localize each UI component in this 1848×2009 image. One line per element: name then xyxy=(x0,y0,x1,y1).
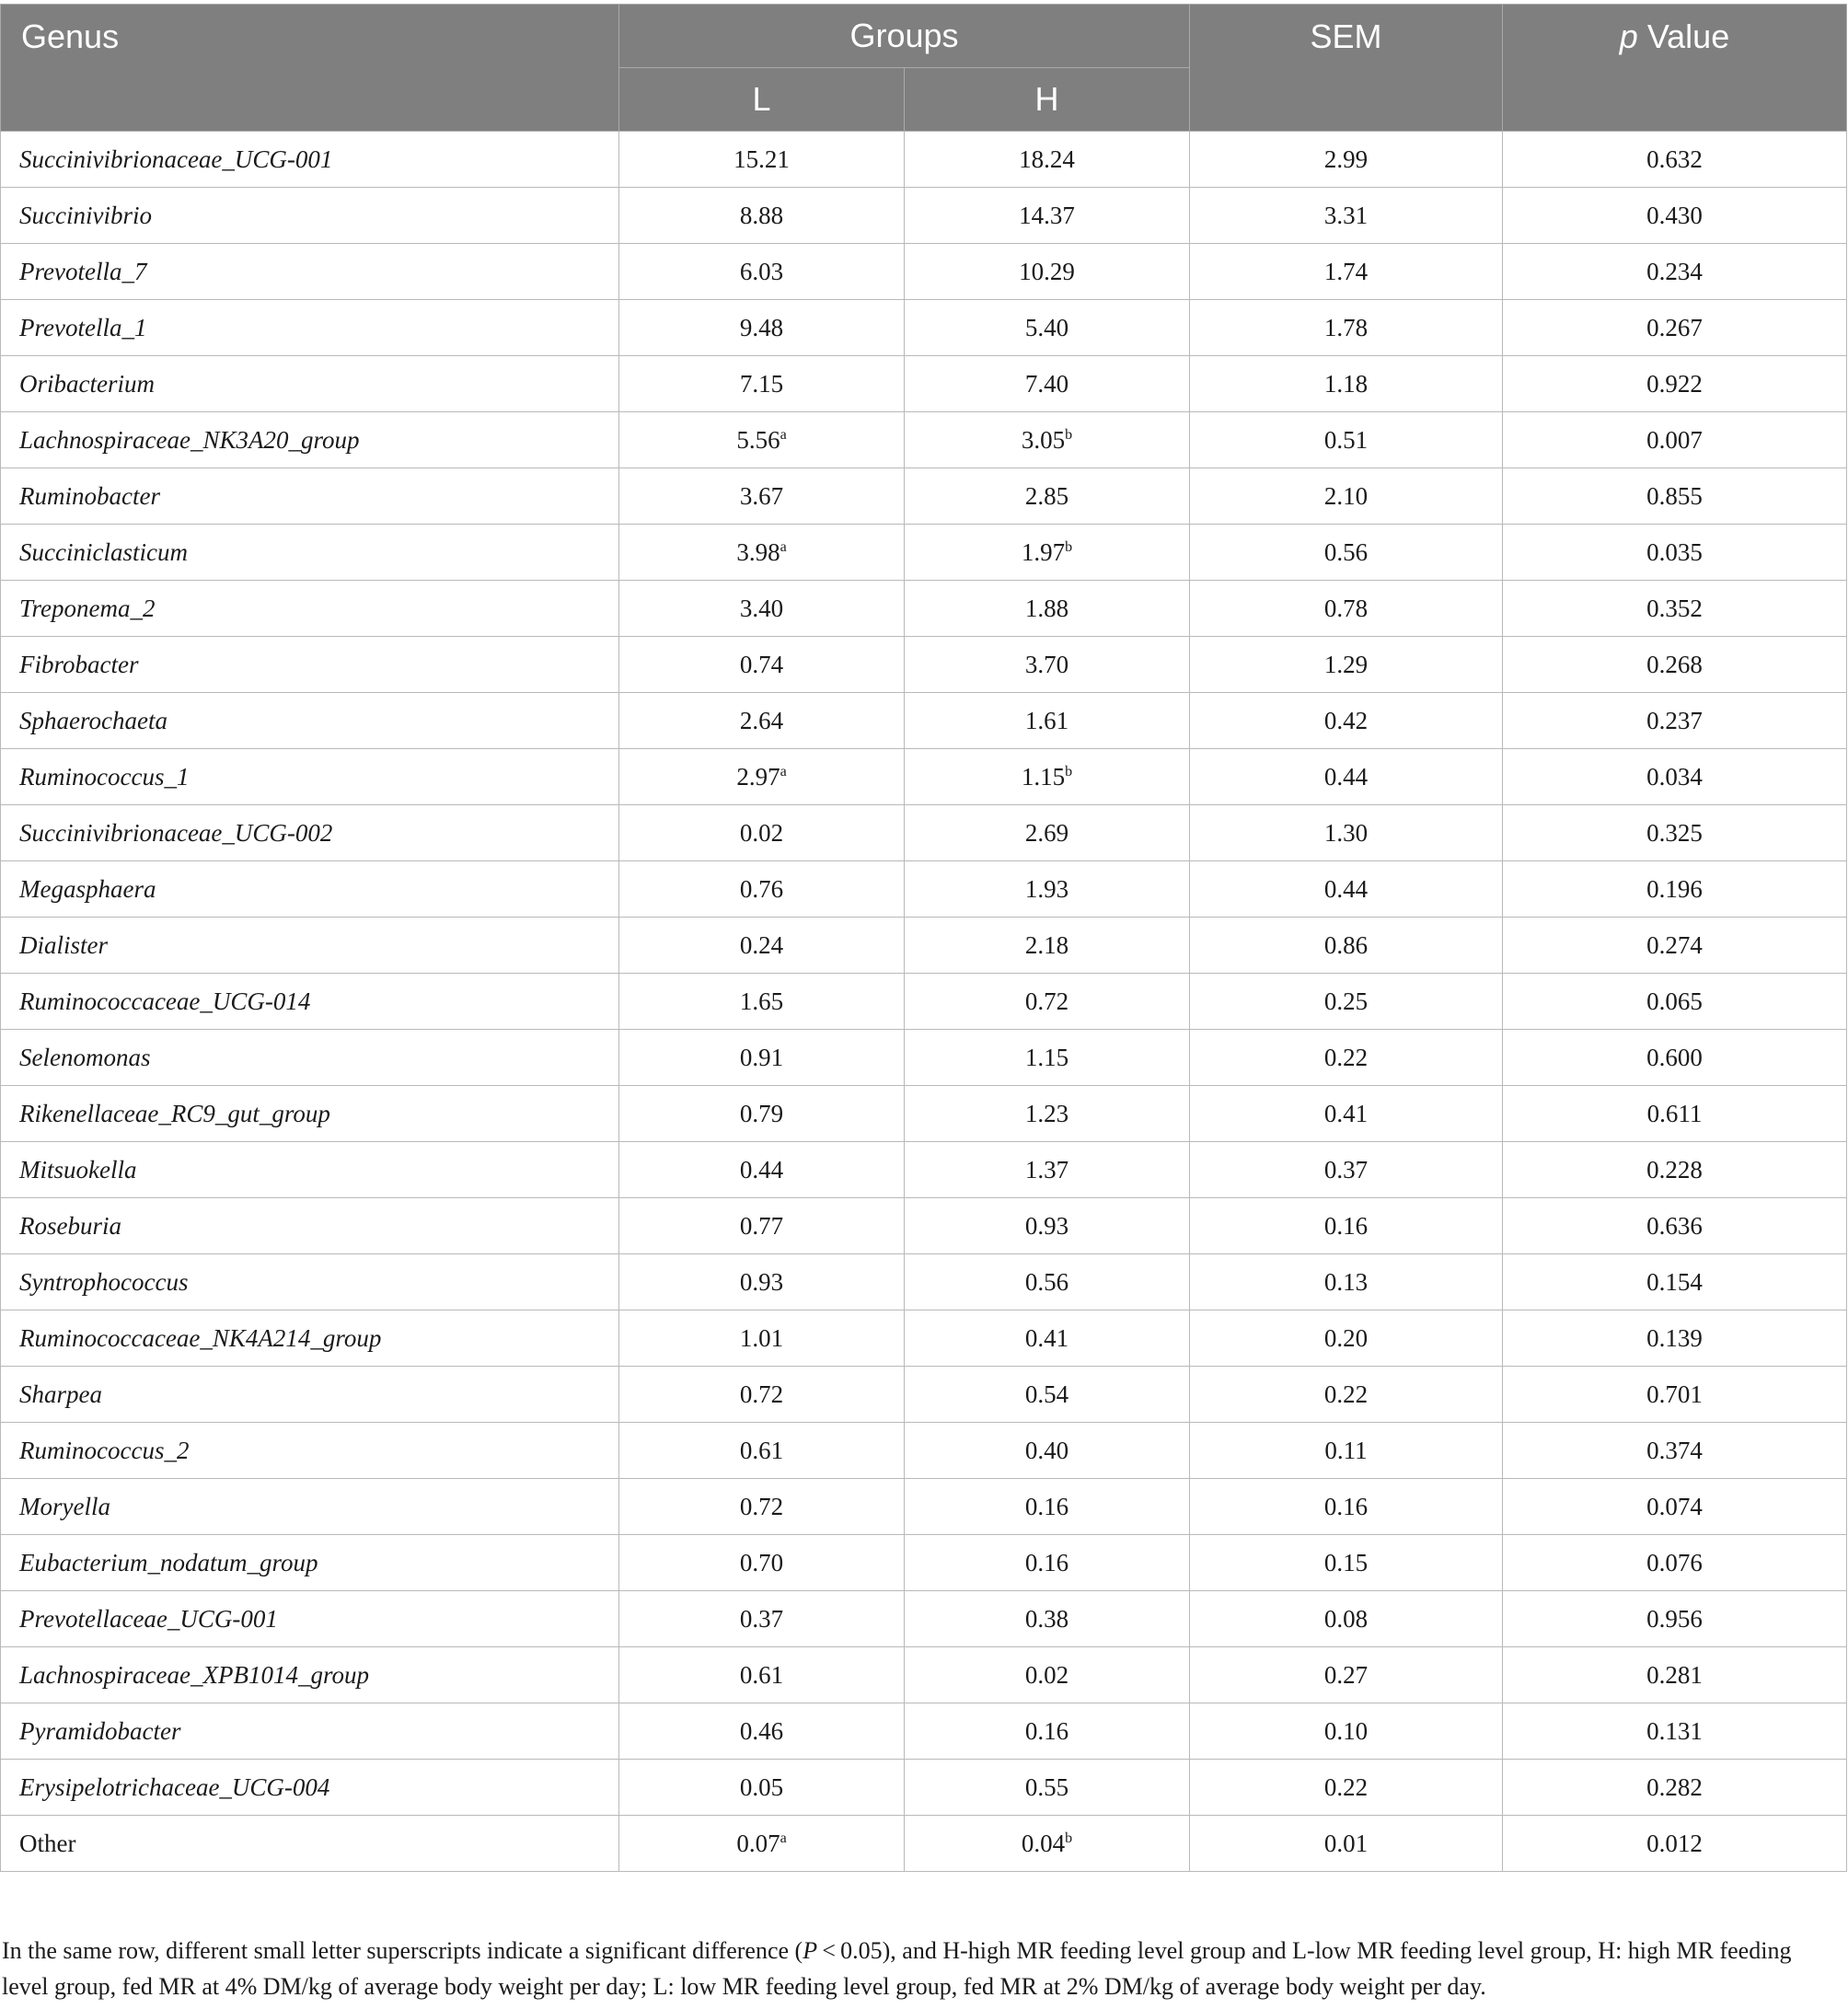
footnote-text-1: In the same row, different small letter superscripts indicate a significant difference ( xyxy=(2,1937,803,1964)
table-row xyxy=(1,300,1847,356)
sem-cell: 0.25 xyxy=(1190,974,1503,1030)
genus-cell: Megasphaera xyxy=(1,861,619,918)
significance-superscript: a xyxy=(780,1830,787,1846)
group-l-cell-value: 0.70 xyxy=(739,1548,784,1576)
table-row xyxy=(1,1479,1847,1535)
group-h-cell-value: 1.93 xyxy=(1024,874,1069,903)
group-h-cell-value: 1.37 xyxy=(1024,1155,1069,1183)
group-l-cell-value: 8.88 xyxy=(739,201,784,229)
group-h-cell xyxy=(905,637,1190,693)
group-l-cell xyxy=(619,1479,905,1535)
p-value-cell: 0.154 xyxy=(1503,1254,1847,1310)
group-l-cell xyxy=(619,1310,905,1367)
group-h-cell-value: 2.18 xyxy=(1024,930,1069,959)
sem-cell: 0.08 xyxy=(1190,1591,1503,1647)
group-h-cell xyxy=(905,749,1190,805)
table-row xyxy=(1,1816,1847,1872)
table-row xyxy=(1,1198,1847,1254)
group-l-cell-value: 0.05 xyxy=(739,1772,784,1801)
sem-cell: 0.44 xyxy=(1190,749,1503,805)
group-h-cell-value: 18.24 xyxy=(1019,144,1075,173)
sem-cell: 0.56 xyxy=(1190,525,1503,581)
group-h-cell-value: 1.23 xyxy=(1024,1099,1069,1127)
group-h-cell-value: 0.54 xyxy=(1024,1380,1069,1408)
group-l-cell-value: 0.02 xyxy=(739,818,784,847)
group-l-cell xyxy=(619,1760,905,1816)
header-sem: SEM xyxy=(1190,5,1503,132)
group-l-cell-value: 0.76 xyxy=(739,874,784,903)
group-l-cell-value: 7.15 xyxy=(739,369,784,398)
group-l-cell xyxy=(619,1591,905,1647)
group-h-cell-value: 1.97 xyxy=(1021,537,1066,566)
group-h-cell-value: 0.16 xyxy=(1024,1492,1069,1520)
table-row xyxy=(1,861,1847,918)
group-l-cell-value: 5.56 xyxy=(736,425,780,454)
p-value-cell: 0.701 xyxy=(1503,1367,1847,1423)
group-h-cell xyxy=(905,1198,1190,1254)
p-value-cell: 0.228 xyxy=(1503,1142,1847,1198)
group-l-cell xyxy=(619,412,905,468)
table-row xyxy=(1,188,1847,244)
sem-cell: 3.31 xyxy=(1190,188,1503,244)
group-h-cell xyxy=(905,412,1190,468)
p-value-cell: 0.268 xyxy=(1503,637,1847,693)
genus-cell: Moryella xyxy=(1,1479,619,1535)
group-h-cell-value: 0.41 xyxy=(1024,1323,1069,1352)
sem-cell: 0.16 xyxy=(1190,1198,1503,1254)
p-value-cell: 0.234 xyxy=(1503,244,1847,300)
header-group-l: L xyxy=(619,68,905,132)
sem-cell: 0.11 xyxy=(1190,1423,1503,1479)
genus-cell: Ruminococcus_1 xyxy=(1,749,619,805)
genus-cell: Pyramidobacter xyxy=(1,1703,619,1760)
group-h-cell xyxy=(905,1142,1190,1198)
sem-cell: 0.44 xyxy=(1190,861,1503,918)
group-h-cell xyxy=(905,468,1190,525)
group-l-cell xyxy=(619,1367,905,1423)
footnote-text-2: < 0.05), and H-high MR feeding level group and L-low MR feeding level group, H: high MR feeding level group, fed MR at 4% DM/kg of average body weight per day; L: low MR feeding level group, fed MR at 2% DM/kg of average body weight per day. xyxy=(2,1937,1792,2000)
sem-cell: 0.01 xyxy=(1190,1816,1503,1872)
significance-superscript: a xyxy=(780,426,787,443)
sem-cell: 0.22 xyxy=(1190,1030,1503,1086)
table-header xyxy=(1,5,1847,132)
group-l-cell xyxy=(619,1086,905,1142)
table-row xyxy=(1,1254,1847,1310)
group-l-cell xyxy=(619,1535,905,1591)
group-l-cell xyxy=(619,1254,905,1310)
table-row xyxy=(1,468,1847,525)
group-l-cell-value: 0.74 xyxy=(739,650,784,678)
group-l-cell-value: 0.72 xyxy=(739,1380,784,1408)
significance-superscript: b xyxy=(1065,426,1073,443)
table-body xyxy=(1,132,1847,1872)
group-h-cell-value: 2.69 xyxy=(1024,818,1069,847)
genus-cell: Prevotella_1 xyxy=(1,300,619,356)
table-row xyxy=(1,1310,1847,1367)
genus-cell: Succiniclasticum xyxy=(1,525,619,581)
sem-cell: 2.99 xyxy=(1190,132,1503,188)
group-h-cell xyxy=(905,1647,1190,1703)
table-row xyxy=(1,244,1847,300)
group-l-cell xyxy=(619,132,905,188)
genus-cell: Ruminococcaceae_UCG-014 xyxy=(1,974,619,1030)
table-footnote xyxy=(2,1933,1842,2004)
p-value-cell: 0.274 xyxy=(1503,918,1847,974)
group-l-cell-value: 0.24 xyxy=(739,930,784,959)
group-h-cell xyxy=(905,132,1190,188)
p-value-cell: 0.600 xyxy=(1503,1030,1847,1086)
genus-cell: Succinivibrionaceae_UCG-001 xyxy=(1,132,619,188)
group-h-cell-value: 0.40 xyxy=(1024,1436,1069,1464)
group-h-cell-value: 5.40 xyxy=(1024,313,1069,341)
significance-superscript: b xyxy=(1065,538,1073,555)
group-h-cell xyxy=(905,1030,1190,1086)
sem-cell: 0.13 xyxy=(1190,1254,1503,1310)
group-h-cell xyxy=(905,918,1190,974)
group-h-cell-value: 1.15 xyxy=(1021,762,1066,791)
sem-cell: 2.10 xyxy=(1190,468,1503,525)
p-value-cell: 0.855 xyxy=(1503,468,1847,525)
header-groups: Groups xyxy=(619,5,1190,68)
p-value-cell: 0.076 xyxy=(1503,1535,1847,1591)
genus-cell: Sharpea xyxy=(1,1367,619,1423)
sem-cell: 0.86 xyxy=(1190,918,1503,974)
group-l-cell xyxy=(619,1703,905,1760)
sem-cell: 0.78 xyxy=(1190,581,1503,637)
group-l-cell xyxy=(619,1198,905,1254)
group-l-cell-value: 6.03 xyxy=(739,257,784,285)
table-row xyxy=(1,1591,1847,1647)
genus-cell: Erysipelotrichaceae_UCG-004 xyxy=(1,1760,619,1816)
sem-cell: 1.29 xyxy=(1190,637,1503,693)
group-h-cell xyxy=(905,1310,1190,1367)
sem-cell: 0.42 xyxy=(1190,693,1503,749)
group-l-cell xyxy=(619,918,905,974)
p-value-cell: 0.374 xyxy=(1503,1423,1847,1479)
group-l-cell xyxy=(619,1142,905,1198)
group-h-cell xyxy=(905,1367,1190,1423)
group-h-cell-value: 0.93 xyxy=(1024,1211,1069,1240)
p-value-cell: 0.237 xyxy=(1503,693,1847,749)
p-value-cell: 0.632 xyxy=(1503,132,1847,188)
group-h-cell-value: 0.02 xyxy=(1024,1660,1069,1689)
p-value-cell: 0.922 xyxy=(1503,356,1847,412)
group-h-cell xyxy=(905,693,1190,749)
group-l-cell xyxy=(619,1030,905,1086)
group-h-cell-value: 0.16 xyxy=(1024,1716,1069,1745)
group-h-cell-value: 0.38 xyxy=(1024,1604,1069,1633)
genus-cell: Rikenellaceae_RC9_gut_group xyxy=(1,1086,619,1142)
sem-cell: 0.41 xyxy=(1190,1086,1503,1142)
table-row xyxy=(1,693,1847,749)
group-l-cell-value: 0.79 xyxy=(739,1099,784,1127)
table-row xyxy=(1,1535,1847,1591)
table-row xyxy=(1,1086,1847,1142)
group-h-cell-value: 0.55 xyxy=(1024,1772,1069,1801)
group-l-cell xyxy=(619,244,905,300)
table-row xyxy=(1,132,1847,188)
sem-cell: 0.22 xyxy=(1190,1367,1503,1423)
sem-cell: 1.30 xyxy=(1190,805,1503,861)
group-h-cell-value: 3.05 xyxy=(1021,425,1066,454)
genus-cell: Ruminococcus_2 xyxy=(1,1423,619,1479)
group-h-cell xyxy=(905,1535,1190,1591)
genus-cell: Ruminococcaceae_NK4A214_group xyxy=(1,1310,619,1367)
genus-cell: Prevotellaceae_UCG-001 xyxy=(1,1591,619,1647)
group-h-cell xyxy=(905,188,1190,244)
group-h-cell xyxy=(905,244,1190,300)
genus-cell: Prevotella_7 xyxy=(1,244,619,300)
group-h-cell-value: 10.29 xyxy=(1019,257,1075,285)
group-l-cell-value: 1.01 xyxy=(739,1323,784,1352)
sem-cell: 0.16 xyxy=(1190,1479,1503,1535)
table-row xyxy=(1,1423,1847,1479)
sem-cell: 0.15 xyxy=(1190,1535,1503,1591)
sem-cell: 1.74 xyxy=(1190,244,1503,300)
group-l-cell-value: 3.67 xyxy=(739,481,784,510)
group-l-cell xyxy=(619,468,905,525)
p-value-cell: 0.034 xyxy=(1503,749,1847,805)
genus-cell: Treponema_2 xyxy=(1,581,619,637)
genus-cell: Succinivibrio xyxy=(1,188,619,244)
group-h-cell xyxy=(905,861,1190,918)
genus-cell: Other xyxy=(1,1816,619,1872)
table-row xyxy=(1,974,1847,1030)
group-h-cell xyxy=(905,1086,1190,1142)
genus-cell: Syntrophococcus xyxy=(1,1254,619,1310)
group-h-cell xyxy=(905,1816,1190,1872)
sem-cell: 0.22 xyxy=(1190,1760,1503,1816)
genus-cell: Oribacterium xyxy=(1,356,619,412)
group-l-cell-value: 0.61 xyxy=(739,1660,784,1689)
genus-cell: Succinivibrionaceae_UCG-002 xyxy=(1,805,619,861)
group-l-cell xyxy=(619,525,905,581)
genus-cell: Dialister xyxy=(1,918,619,974)
group-l-cell-value: 0.46 xyxy=(739,1716,784,1745)
table-row xyxy=(1,805,1847,861)
sem-cell: 0.51 xyxy=(1190,412,1503,468)
sem-cell: 0.27 xyxy=(1190,1647,1503,1703)
genus-cell: Eubacterium_nodatum_group xyxy=(1,1535,619,1591)
group-h-cell-value: 14.37 xyxy=(1019,201,1075,229)
footnote-p-letter: P xyxy=(803,1937,818,1964)
table-row xyxy=(1,525,1847,581)
group-l-cell xyxy=(619,188,905,244)
header-p-value xyxy=(1503,5,1847,132)
header-group-h: H xyxy=(905,68,1190,132)
group-h-cell-value: 0.04 xyxy=(1021,1829,1066,1857)
genus-cell: Ruminobacter xyxy=(1,468,619,525)
table-row xyxy=(1,1142,1847,1198)
significance-superscript: b xyxy=(1065,1830,1073,1846)
header-p-letter: p xyxy=(1619,17,1638,55)
genus-cell: Roseburia xyxy=(1,1198,619,1254)
group-h-cell xyxy=(905,1703,1190,1760)
sem-cell: 0.20 xyxy=(1190,1310,1503,1367)
group-h-cell xyxy=(905,525,1190,581)
group-h-cell xyxy=(905,1254,1190,1310)
p-value-cell: 0.352 xyxy=(1503,581,1847,637)
p-value-cell: 0.611 xyxy=(1503,1086,1847,1142)
group-h-cell xyxy=(905,356,1190,412)
p-value-cell: 0.282 xyxy=(1503,1760,1847,1816)
genus-cell: Sphaerochaeta xyxy=(1,693,619,749)
group-h-cell-value: 1.15 xyxy=(1024,1043,1069,1071)
table-row xyxy=(1,1760,1847,1816)
group-h-cell-value: 1.88 xyxy=(1024,594,1069,622)
p-value-cell: 0.636 xyxy=(1503,1198,1847,1254)
group-h-cell-value: 0.56 xyxy=(1024,1267,1069,1296)
header-p-rest: Value xyxy=(1637,17,1730,55)
group-l-cell-value: 0.44 xyxy=(739,1155,784,1183)
group-h-cell xyxy=(905,1423,1190,1479)
group-h-cell-value: 2.85 xyxy=(1024,481,1069,510)
sem-cell: 0.10 xyxy=(1190,1703,1503,1760)
group-l-cell-value: 2.97 xyxy=(736,762,780,791)
table-row xyxy=(1,1030,1847,1086)
genus-cell: Selenomonas xyxy=(1,1030,619,1086)
p-value-cell: 0.012 xyxy=(1503,1816,1847,1872)
group-l-cell-value: 15.21 xyxy=(733,144,790,173)
table-row xyxy=(1,581,1847,637)
group-l-cell-value: 0.37 xyxy=(739,1604,784,1633)
p-value-cell: 0.007 xyxy=(1503,412,1847,468)
genus-cell: Lachnospiraceae_NK3A20_group xyxy=(1,412,619,468)
group-h-cell xyxy=(905,1760,1190,1816)
group-l-cell xyxy=(619,861,905,918)
group-h-cell xyxy=(905,805,1190,861)
group-l-cell-value: 0.93 xyxy=(739,1267,784,1296)
table-row xyxy=(1,1703,1847,1760)
group-l-cell xyxy=(619,749,905,805)
sem-cell: 0.37 xyxy=(1190,1142,1503,1198)
group-l-cell xyxy=(619,1647,905,1703)
significance-superscript: a xyxy=(780,763,787,779)
group-l-cell-value: 0.07 xyxy=(736,1829,780,1857)
group-h-cell xyxy=(905,974,1190,1030)
group-l-cell xyxy=(619,637,905,693)
header-genus: Genus xyxy=(1,5,619,132)
group-l-cell xyxy=(619,805,905,861)
p-value-cell: 0.956 xyxy=(1503,1591,1847,1647)
p-value-cell: 0.196 xyxy=(1503,861,1847,918)
group-h-cell-value: 7.40 xyxy=(1024,369,1069,398)
significance-superscript: a xyxy=(780,538,787,555)
group-l-cell xyxy=(619,356,905,412)
group-l-cell-value: 3.98 xyxy=(736,537,780,566)
group-h-cell-value: 1.61 xyxy=(1024,706,1069,734)
group-l-cell-value: 1.65 xyxy=(739,987,784,1015)
genus-abundance-table xyxy=(0,4,1847,1872)
p-value-cell: 0.035 xyxy=(1503,525,1847,581)
significance-superscript: b xyxy=(1065,763,1073,779)
group-h-cell-value: 3.70 xyxy=(1024,650,1069,678)
group-l-cell-value: 2.64 xyxy=(739,706,784,734)
group-h-cell xyxy=(905,1591,1190,1647)
group-l-cell-value: 0.77 xyxy=(739,1211,784,1240)
table-row xyxy=(1,1367,1847,1423)
group-h-cell xyxy=(905,581,1190,637)
table-row xyxy=(1,637,1847,693)
group-l-cell xyxy=(619,1423,905,1479)
group-l-cell xyxy=(619,1816,905,1872)
table-row xyxy=(1,749,1847,805)
sem-cell: 1.18 xyxy=(1190,356,1503,412)
p-value-cell: 0.281 xyxy=(1503,1647,1847,1703)
table-row xyxy=(1,412,1847,468)
p-value-cell: 0.430 xyxy=(1503,188,1847,244)
group-h-cell xyxy=(905,1479,1190,1535)
p-value-cell: 0.131 xyxy=(1503,1703,1847,1760)
table-row xyxy=(1,1647,1847,1703)
group-l-cell-value: 0.91 xyxy=(739,1043,784,1071)
group-l-cell-value: 0.72 xyxy=(739,1492,784,1520)
group-l-cell-value: 0.61 xyxy=(739,1436,784,1464)
group-l-cell xyxy=(619,974,905,1030)
table-row xyxy=(1,356,1847,412)
genus-cell: Fibrobacter xyxy=(1,637,619,693)
group-l-cell xyxy=(619,581,905,637)
p-value-cell: 0.139 xyxy=(1503,1310,1847,1367)
group-l-cell-value: 3.40 xyxy=(739,594,784,622)
group-l-cell-value: 9.48 xyxy=(739,313,784,341)
p-value-cell: 0.065 xyxy=(1503,974,1847,1030)
p-value-cell: 0.074 xyxy=(1503,1479,1847,1535)
sem-cell: 1.78 xyxy=(1190,300,1503,356)
p-value-cell: 0.325 xyxy=(1503,805,1847,861)
group-l-cell xyxy=(619,693,905,749)
genus-cell: Lachnospiraceae_XPB1014_group xyxy=(1,1647,619,1703)
group-h-cell-value: 0.16 xyxy=(1024,1548,1069,1576)
genus-cell: Mitsuokella xyxy=(1,1142,619,1198)
table-row xyxy=(1,918,1847,974)
p-value-cell: 0.267 xyxy=(1503,300,1847,356)
group-l-cell xyxy=(619,300,905,356)
group-h-cell xyxy=(905,300,1190,356)
group-h-cell-value: 0.72 xyxy=(1024,987,1069,1015)
